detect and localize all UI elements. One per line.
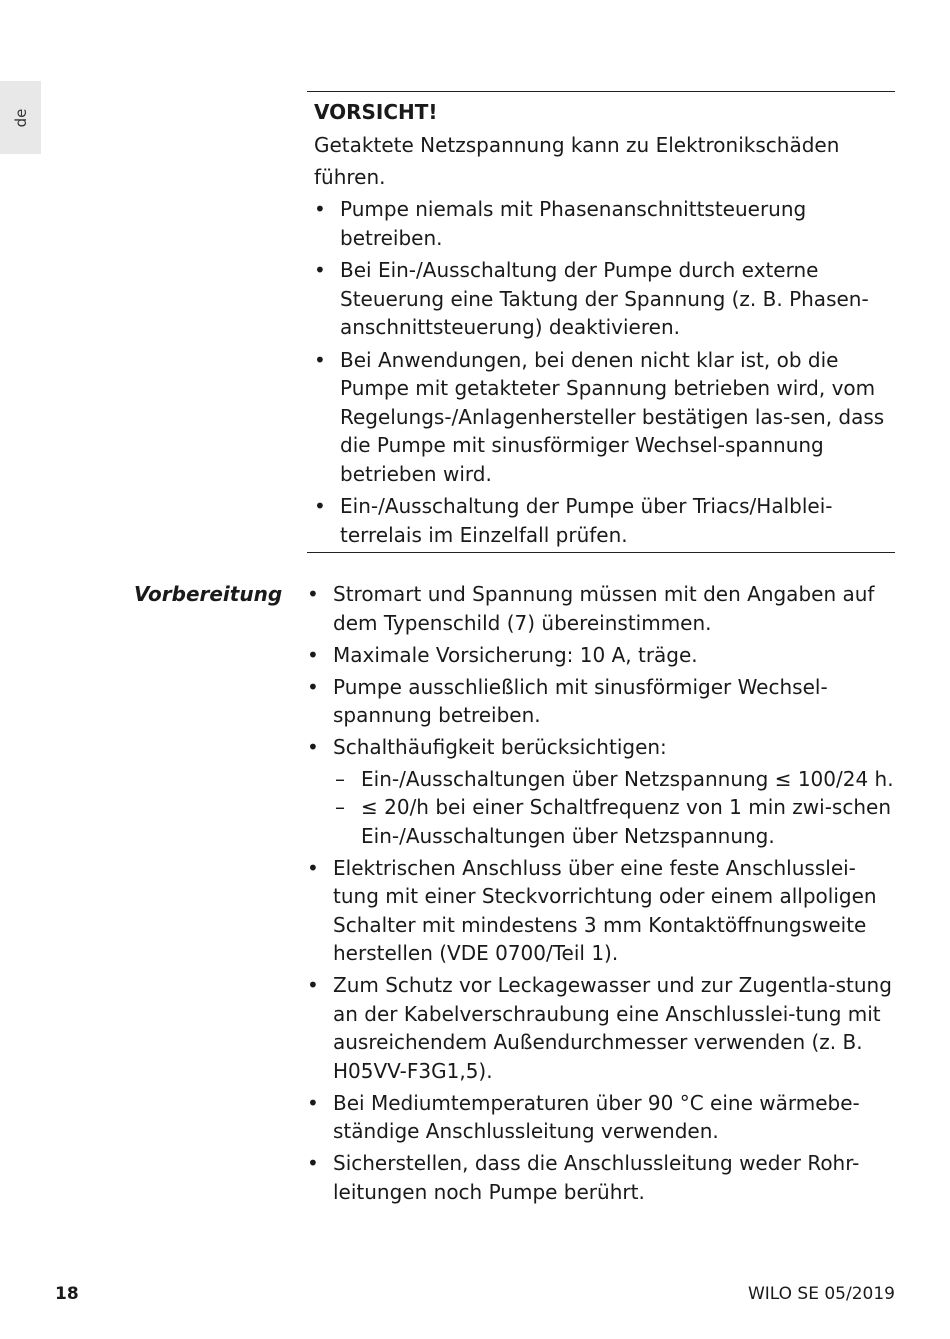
dash-icon: – xyxy=(335,795,345,819)
bullet-icon: • xyxy=(307,674,319,699)
bullet-icon: • xyxy=(307,582,319,606)
preparation-item: • Maximale Vorsicherung: 10 A, träge. xyxy=(307,641,897,670)
bullet-icon: • xyxy=(307,973,319,997)
page-number: 18 xyxy=(55,1284,79,1304)
preparation-item: • Elektrischen Anschluss über eine feste Anschlusslei-tung mit einer Steckvorrichtung oder einem allpoligen Schalter mit mindestens 3 mm Kontaktöffnungsweite herstellen (VDE 0700/Teil 1). xyxy=(307,855,877,965)
caution-title: VORSICHT! xyxy=(314,100,438,124)
preparation-item: • Stromart und Spannung müssen mit den Angaben auf dem Typenschild (7) übereinstimmen. xyxy=(307,582,875,635)
caution-box xyxy=(307,91,895,553)
caution-item: • Ein-/Ausschaltung der Pumpe über Triacs/Halblei-terrelais im Einzelfall prüfen. xyxy=(314,494,833,547)
switching-frequency-sublist xyxy=(333,765,897,851)
bullet-icon: • xyxy=(314,347,326,372)
bullet-icon: • xyxy=(314,197,326,221)
language-tab xyxy=(0,81,41,154)
bullet-icon: • xyxy=(314,258,326,282)
bullet-icon: • xyxy=(307,1151,319,1175)
preparation-item: • Pumpe ausschließlich mit sinusförmiger Wechsel-spannung betreiben. xyxy=(307,674,828,727)
caution-list xyxy=(314,195,889,553)
bullet-icon: • xyxy=(307,1090,319,1115)
sub-item: – ≤ 20/h bei einer Schaltfrequenz von 1 min zwi-schen Ein-/Ausschaltungen über Netzspannung. xyxy=(335,795,891,848)
bullet-icon: • xyxy=(307,642,319,667)
caution-item: • Bei Anwendungen, bei denen nicht klar ist, ob die Pumpe mit getakteter Spannung betrieben wird, vom Regelungs-/Anlagenhersteller bestätigen las-sen, dass die Pumpe mit sinusförmiger Wechsel-spannung betrieben wird. xyxy=(314,347,885,486)
bullet-icon: • xyxy=(314,494,326,518)
preparation-item: • Sicherstellen, dass die Anschlussleitung weder Rohr-leitungen noch Pumpe berührt. xyxy=(307,1151,860,1204)
caution-intro: Getaktete Netzspannung kann zu Elektronikschäden führen. xyxy=(314,133,840,189)
section-label: Vorbereitung xyxy=(134,582,283,606)
publisher-info: WILO SE 05/2019 xyxy=(747,1284,895,1304)
preparation-item: • Schalthäufigkeit berücksichtigen: – Ein-/Ausschaltungen über Netzspannung ≤ 100/24 h. – ≤ 20/h bei einer Schaltfrequenz von 1 min zwi-schen Ein-/Ausschaltungen über Netzspannung. xyxy=(307,733,897,850)
preparation-list xyxy=(307,580,897,1210)
caution-item: • Pumpe niemals mit Phasenanschnittsteuerung betreiben. xyxy=(314,197,807,250)
dash-icon: – xyxy=(335,766,345,791)
preparation-item: • Bei Mediumtemperaturen über 90 °C eine wärmebe-ständige Anschlussleitung verwenden. xyxy=(307,1090,860,1143)
bullet-icon: • xyxy=(307,855,319,880)
preparation-item: • Zum Schutz vor Leckagewasser und zur Zugentla-stung an der Kabelverschraubung eine Anschlusslei-tung mit ausreichendem Außendurchmesser verwenden (z. B. H05VV-F3G1,5). xyxy=(307,973,892,1083)
sub-item: – Ein-/Ausschaltungen über Netzspannung ≤ 100/24 h. xyxy=(333,765,897,794)
bullet-icon: • xyxy=(307,735,319,759)
language-code: de xyxy=(11,108,30,127)
caution-item: • Bei Ein-/Ausschaltung der Pumpe durch externe Steuerung eine Taktung der Spannung (z. B. Phasen-anschnittsteuerung) deaktivieren. xyxy=(314,258,869,339)
